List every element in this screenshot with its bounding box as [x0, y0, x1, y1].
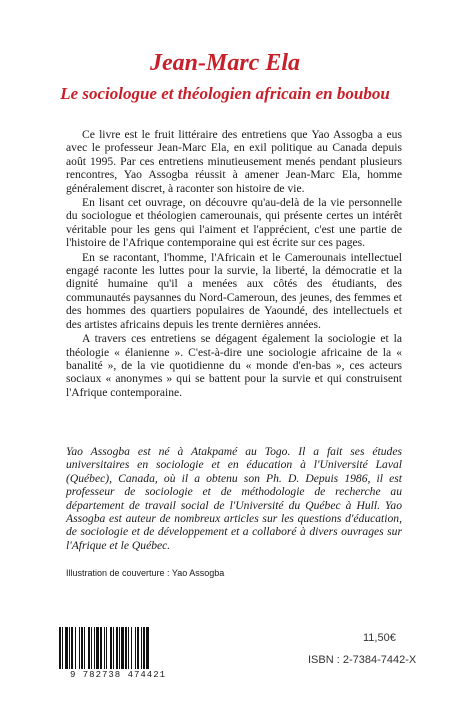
blurb-paragraph: A travers ces entretiens se dégagent également la sociologie et la théologie « élanienne ». C'est-à-dire une sociologie africaine de la « banalité », de la vie quotidienne du « monde d'en-bas », ces acteurs sociaux « anonymes » qui se battent pour la survie et qui construisent l'Afrique contemporaine.	[66, 332, 402, 399]
blurb-text	[66, 128, 402, 399]
blurb-paragraph: Ce livre est le fruit littéraire des entretiens que Yao Assogba a eus avec le professeur Jean-Marc Ela, en exil politique au Canada depuis août 1995. Par ces entretiens minutieusement menés pendant plusieurs rencontres, Yao Assogba réussit à amener Jean-Marc Ela, homme généralement discret, à raconter son histoire de vie.	[66, 128, 402, 195]
barcode-number: 9 782738 474421	[69, 670, 166, 680]
cover-illustration-credit: Illustration de couverture : Yao Assogba	[66, 568, 225, 578]
isbn-label: ISBN : 2-7384-7442-X	[308, 654, 417, 666]
barcode-icon	[56, 627, 180, 669]
blurb-paragraph: En lisant cet ouvrage, on découvre qu'au-delà de la vie personnelle du sociologue et théologien camerounais, qui présente certes un intérêt véritable pour les gens qui l'aiment et l'apprécient, c'est une partie de l'histoire de l'Afrique contemporaine qui est écrite sur ces pages.	[66, 196, 402, 250]
price-label: 11,50€	[363, 632, 396, 644]
cover-title: Jean-Marc Ela	[150, 50, 300, 76]
barcode	[56, 627, 180, 680]
cover-subtitle: Le sociologue et théologien africain en boubou	[60, 84, 390, 103]
author-bio: Yao Assogba est né à Atakpamé au Togo. Il a fait ses études universitaires en sociologie et en éducation à l'Université Laval (Québec), Canada, où il a obtenu son Ph. D. Depuis 1986, il est professeur de sociologie et de méthodologie de recherche au département de travail social de l'Université du Québec à Hull. Yao Assogba est auteur de nombreux articles sur les questions d'éducation, de sociologie et de développement et a collaboré à divers ouvrages sur l'Afrique et le Québec.	[66, 445, 402, 552]
blurb-paragraph: En se racontant, l'homme, l'Africain et le Camerounais intellectuel engagé raconte les luttes pour la survie, la liberté, la démocratie et la dignité humaine qu'il a menées aux côtés des étudiants, des communautés paysannes du Nord-Cameroun, des jeunes, des femmes et des hommes des quartiers populaires de Yaoundé, des intellectuels et des artistes africains depuis les trente dernières années.	[66, 250, 402, 331]
